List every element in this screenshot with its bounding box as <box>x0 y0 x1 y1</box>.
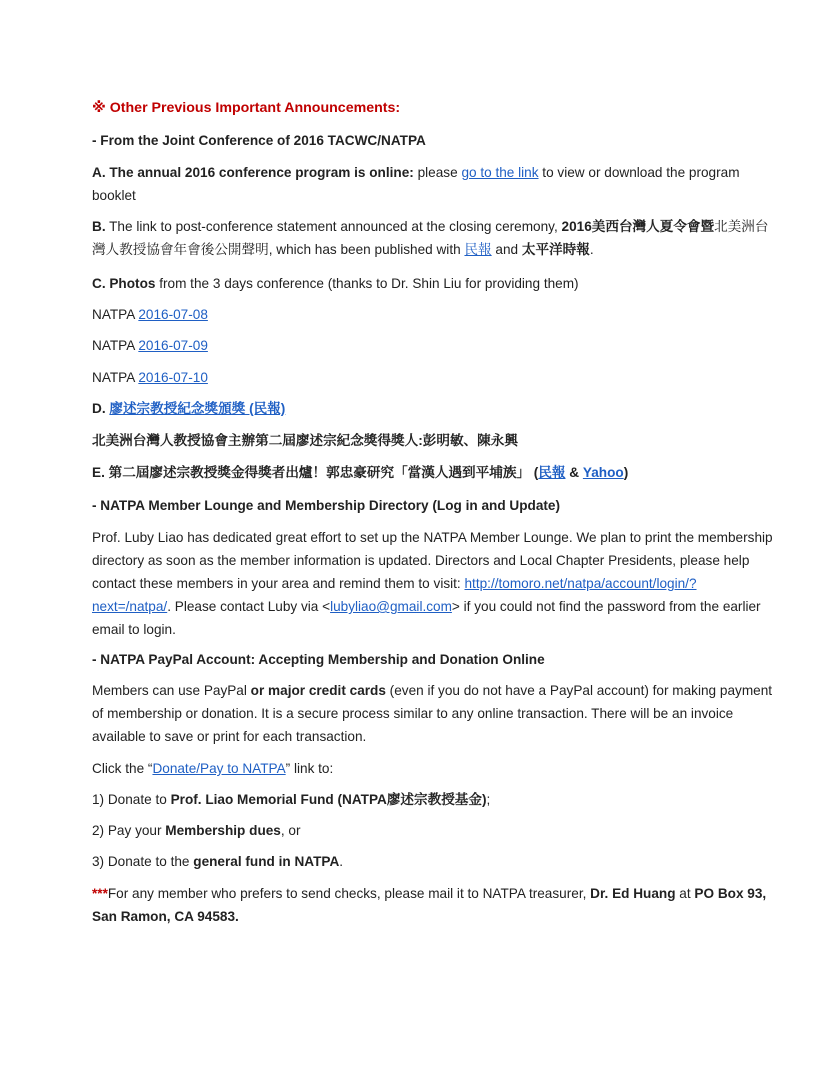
heading-text: Other Previous Important Announcements: <box>109 100 401 116</box>
login-url-link[interactable]: http://tomoro.net/natpa/account/login/?next=/natpa/ <box>92 576 697 614</box>
text: ) <box>623 465 629 480</box>
item-d-label: D. <box>92 401 110 416</box>
item-e <box>92 461 774 484</box>
program-link[interactable]: go to the link <box>461 165 539 180</box>
photo-link-0708[interactable]: 2016-07-08 <box>138 307 208 322</box>
text: . <box>339 854 344 869</box>
statement-title-2: 北美洲台灣人教授協會年會後公開聲明 <box>92 219 769 257</box>
donate-link[interactable]: Donate/Pay to NATPA <box>152 761 286 776</box>
text: (even if you do not have a PayPal account) for making payment of membership or donation. It is a secure process similar to any online transaction. There will be an invoice available to save or print for each transaction. <box>92 683 773 744</box>
text: Click the “ <box>92 761 153 776</box>
text-bold: general fund in NATPA <box>193 854 340 869</box>
click-line <box>92 757 774 780</box>
item-a-label: A. The annual 2016 conference program is online: <box>92 165 414 180</box>
text: , which has been published with <box>268 242 465 257</box>
text: 2) Pay your <box>92 823 166 838</box>
text: > if you could not find the password from the earlier email to login. <box>92 599 761 637</box>
text: Prof. Luby Liao has dedicated great effort to set up the NATPA Member Lounge. We plan to print the membership directory as soon as the member information is updated. Directors and Local Chapter Presidents, please help contact these members in your area and remind them to visit: <box>92 530 773 591</box>
item-a <box>92 161 774 207</box>
paypal-heading: - NATPA PayPal Account: Accepting Membership and Donation Online <box>92 652 545 667</box>
email-link[interactable]: lubyliao@gmail.com <box>330 599 452 614</box>
lounge-heading: - NATPA Member Lounge and Membership Directory (Log in and Update) <box>92 498 561 513</box>
text: at <box>675 886 695 901</box>
mailing-address: PO Box 93, San Ramon, CA 94583. <box>92 886 767 924</box>
text: and <box>491 242 522 257</box>
text: to view or download the program booklet <box>92 165 740 203</box>
text: 3) Donate to the <box>92 854 194 869</box>
item-d <box>92 397 774 420</box>
text: , or <box>280 823 301 838</box>
check-note <box>92 882 774 928</box>
award-winners: 北美洲台灣人教授協會主辦第二屆廖述宗紀念獎得獎人:彭明敏、陳永興 <box>92 433 518 448</box>
photo-link-0710[interactable]: 2016-07-10 <box>138 370 208 385</box>
text: The link to post-conference statement announced at the closing ceremony, <box>105 219 562 234</box>
text: ” link to: <box>285 761 334 776</box>
text: . <box>589 242 594 257</box>
joint-conference-heading: - From the Joint Conference of 2016 TACWC/NATPA <box>92 133 426 148</box>
text-bold: or major credit cards <box>250 683 386 698</box>
treasurer-name: Dr. Ed Huang <box>590 886 676 901</box>
text: ; <box>486 792 491 807</box>
lounge-paragraph <box>92 526 774 641</box>
minbao-link[interactable]: 民報 <box>464 242 492 257</box>
paper-name: 太平洋時報 <box>521 242 590 257</box>
text: NATPA <box>92 338 139 353</box>
stars: *** <box>92 886 108 901</box>
item-c <box>92 272 774 295</box>
item-b-label: B. <box>92 219 106 234</box>
photo-row <box>92 303 774 326</box>
text: & <box>565 465 583 480</box>
text: E. 第二屆廖述宗教授獎金得獎者出爐！郭忠豪研究「當漢人遇到平埔族」 ( <box>92 465 539 480</box>
item-c-label: C. Photos <box>92 276 156 291</box>
text: Members can use PayPal <box>92 683 251 698</box>
text-bold: Membership dues <box>165 823 281 838</box>
list-item <box>92 788 774 811</box>
text: For any member who prefers to send checks, please mail it to NATPA treasurer, <box>107 886 591 901</box>
photo-row <box>92 366 774 389</box>
statement-title: 2016美西台灣人夏令會暨 <box>561 219 715 234</box>
text-bold: Prof. Liao Memorial Fund (NATPA廖述宗教授基金) <box>170 792 487 807</box>
award-link[interactable]: 廖述宗教授紀念獎頒獎 (民報) <box>109 401 286 416</box>
paypal-paragraph <box>92 679 774 748</box>
text: NATPA <box>92 370 139 385</box>
text: please <box>413 165 462 180</box>
minbao-link-e[interactable]: 民報 <box>538 465 566 480</box>
text: NATPA <box>92 307 139 322</box>
photo-row <box>92 334 774 357</box>
section-heading <box>92 97 774 120</box>
item-b <box>92 215 774 261</box>
photo-link-0709[interactable]: 2016-07-09 <box>138 338 208 353</box>
yahoo-link[interactable]: Yahoo <box>582 465 624 480</box>
text: from the 3 days conference (thanks to Dr. Shin Liu for providing them) <box>155 276 579 291</box>
list-item <box>92 850 774 873</box>
reference-mark-icon: ※ <box>92 100 106 116</box>
text: . Please contact Luby via < <box>167 599 331 614</box>
text: 1) Donate to <box>92 792 171 807</box>
list-item <box>92 819 774 842</box>
